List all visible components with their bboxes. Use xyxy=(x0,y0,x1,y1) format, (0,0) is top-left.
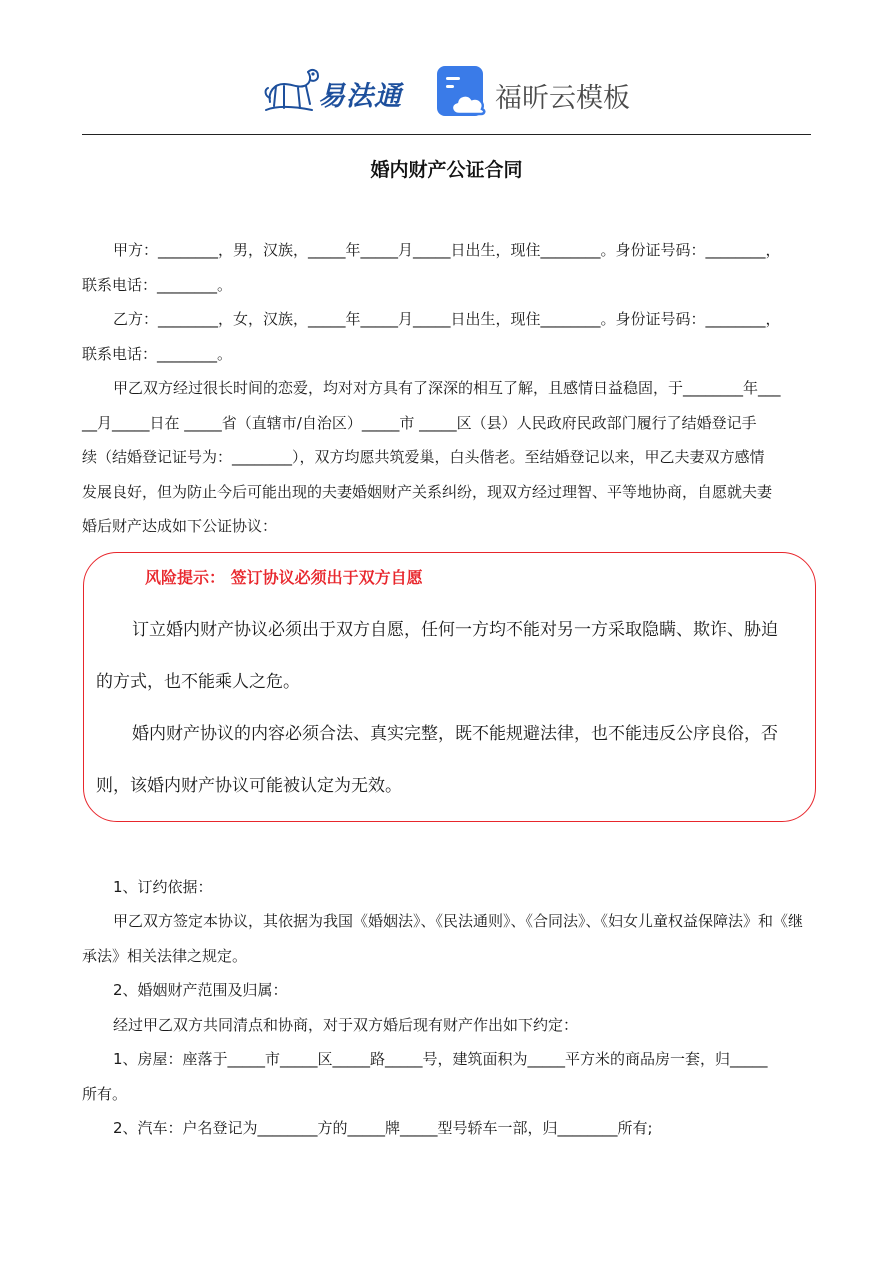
risk-warning-line: 则，该婚内财产协议可能被认定为无效。 xyxy=(96,776,402,796)
yifatong-logo xyxy=(262,62,412,116)
risk-warning-line: 订立婚内财产协议必须出于双方自愿，任何一方均不能对另一方采取隐瞒、欺诈、胁迫 xyxy=(132,620,778,640)
fuxin-logo-text: 福昕云模板 xyxy=(495,83,630,114)
section-heading: 1、订约依据： xyxy=(113,878,213,896)
risk-warning-line: 的方式，也不能乘人之危。 xyxy=(96,672,300,692)
paragraph-line: 2、汽车：户名登记为________方的_____牌_____型号轿车一部，归________所有; xyxy=(113,1119,653,1137)
paragraph-line: 续（结婚登记证号为：________），双方均愿共筑爱巢，白头偕老。至结婚登记以来，甲乙夫妻双方感情 xyxy=(82,448,765,466)
paragraph-line: 甲方：________，男，汉族，_____年_____月_____日出生，现住________。身份证号码：________， xyxy=(113,241,781,259)
paragraph-line: 甲乙双方经过很长时间的恋爱，均对对方具有了深深的相互了解，且感情日益稳固，于________年___ xyxy=(113,379,781,397)
paragraph-line: 承法》相关法律之规定。 xyxy=(82,947,248,965)
paragraph-line: 所有。 xyxy=(82,1085,128,1103)
paragraph-line: 婚后财产达成如下公证协议： xyxy=(82,517,278,535)
page-header xyxy=(0,58,893,124)
paragraph-line: 联系电话：________。 xyxy=(82,345,233,363)
header-divider xyxy=(82,134,811,135)
paragraph-line: 乙方：________，女，汉族，_____年_____月_____日出生，现住________。身份证号码：________， xyxy=(113,310,781,328)
risk-warning-title: 风险提示： 签订协议必须出于双方自愿 xyxy=(145,568,423,587)
paragraph-line: 1、房屋：座落于_____市_____区_____路_____号，建筑面积为_____平方米的商品房一套，归_____ xyxy=(113,1050,768,1068)
document-title: 婚内财产公证合同 xyxy=(370,159,523,181)
risk-warning-line: 婚内财产协议的内容必须合法、真实完整，既不能规避法律，也不能违反公序良俗，否 xyxy=(132,724,778,744)
paragraph-line: __月_____日在 _____省（直辖市/自治区）_____市 _____区（县）人民政府民政部门履行了结婚登记手 xyxy=(82,414,757,432)
section-heading: 2、婚姻财产范围及归属： xyxy=(113,981,288,999)
paragraph-line: 发展良好，但为防止今后可能出现的夫妻婚姻财产关系纠纷，现双方经过理智、平等地协商，自愿就夫妻 xyxy=(82,483,773,501)
fuxin-logo xyxy=(435,64,645,120)
paragraph-line: 经过甲乙双方共同清点和协商，对于双方婚后现有财产作出如下约定： xyxy=(113,1016,579,1034)
paragraph-line: 甲乙双方签定本协议，其依据为我国《婚姻法》、《民法通则》、《合同法》、《妇女儿童权益保障法》和《继 xyxy=(113,912,804,930)
yifatong-logo-text: 易法通 xyxy=(318,81,402,112)
qilin-icon xyxy=(262,62,324,116)
paragraph-line: 联系电话：________。 xyxy=(82,276,233,294)
fuxin-cloud-doc-icon xyxy=(435,64,489,118)
